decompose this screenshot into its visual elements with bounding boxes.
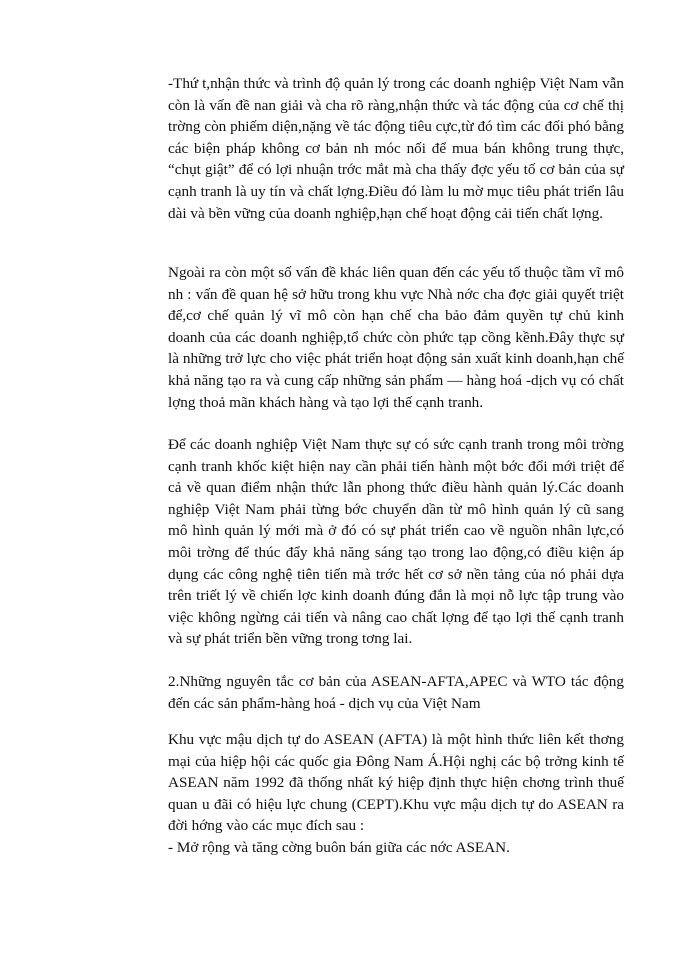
list-item-expand-trade: - Mở rộng và tăng cờng buôn bán giữa các nớc ASEAN.: [168, 839, 510, 856]
paragraph-management-awareness: -Thứ t,nhận thức và trình độ quản lý trong các doanh nghiệp Việt Nam vẫn còn là vấn đề nan giải và cha rõ ràng,nhận thức và tác động của cơ chế thị trờng còn phiếm diện,nặng về tác động tiêu cực,từ đó tìm các đối phó bằng các biện pháp không cơ bản nh móc nối để mua bán không trung thực, “chụt giật” để có lợi nhuận trớc mắt mà cha thấy đợc yếu tố cơ bản của sự cạnh tranh là uy tín và chất lợng.Điều đó làm lu mờ mục tiêu phát triển lâu dài và bền vững của doanh nghiệp,hạn chế hoạt động cải tiến chất lợng.: [168, 75, 624, 222]
paragraph-macro-issues: Ngoài ra còn một số vấn đề khác liên quan đến các yếu tố thuộc tầm vĩ mô nh : vấn đề quan hệ sở hữu trong khu vực Nhà nớc cha đợc giải quyết triệt để,cơ chế quản lý vĩ mô còn hạn chế cha bảo đảm quyền tự chủ kinh doanh của các doanh nghiệp,tổ chức còn phức tạp cồng kềnh.Đây thực sự là những trở lực cho việc phát triển hoạt động sản xuất kinh doanh,hạn chế khả năng tạo ra và cung cấp những sản phẩm — hàng hoá -dịch vụ có chất lợng thoả mãn khách hàng và tạo lợi thế cạnh tranh.: [168, 264, 624, 411]
paragraph-competitiveness: Để các doanh nghiệp Việt Nam thực sự có sức cạnh tranh trong môi trờng cạnh tranh khốc kiệt hiện nay cần phải tiến hành một bớc đổi mới triệt để cả về quan điểm nhận thức lẫn phong thức điều hành quản lý.Các doanh nghiệp Việt Nam phải từng bớc chuyển dần từ mô hình quản lý cũ sang mô hình quản lý mới mà ở đó có sự phát triển cao về nguồn nhân lực,có môi trờng để thúc đẩy khả năng sáng tạo trong lao động,có điều kiện áp dụng các công nghệ tiên tiến mà trớc hết cơ sở nền tảng của nó phải dựa trên triết lý về chiến lợc kinh doanh đúng đắn là mọi nỗ lực tập trung vào việc không ngừng cải tiến và nâng cao chất lợng để tạo lợi thế cạnh tranh và sự phát triển bền vững trong tơng lai.: [168, 436, 624, 648]
paragraph-afta-intro: Khu vực mậu dịch tự do ASEAN (AFTA) là một hình thức liên kết thơng mại của hiệp hội các quốc gia Đông Nam Á.Hội nghị các bộ trởng kinh tế ASEAN năm 1992 đã thống nhất ký hiệp định thực hiện chơng trình thuế quan u đãi có hiệu lực chung (CEPT).Khu vực mậu dịch tự do ASEAN ra đời hớng vào các mục đích sau :: [168, 731, 624, 835]
section-heading-asean-principles: 2.Những nguyên tắc cơ bản của ASEAN-AFTA,APEC và WTO tác động đến các sản phẩm-hàng hoá - dịch vụ của Việt Nam: [168, 673, 624, 712]
